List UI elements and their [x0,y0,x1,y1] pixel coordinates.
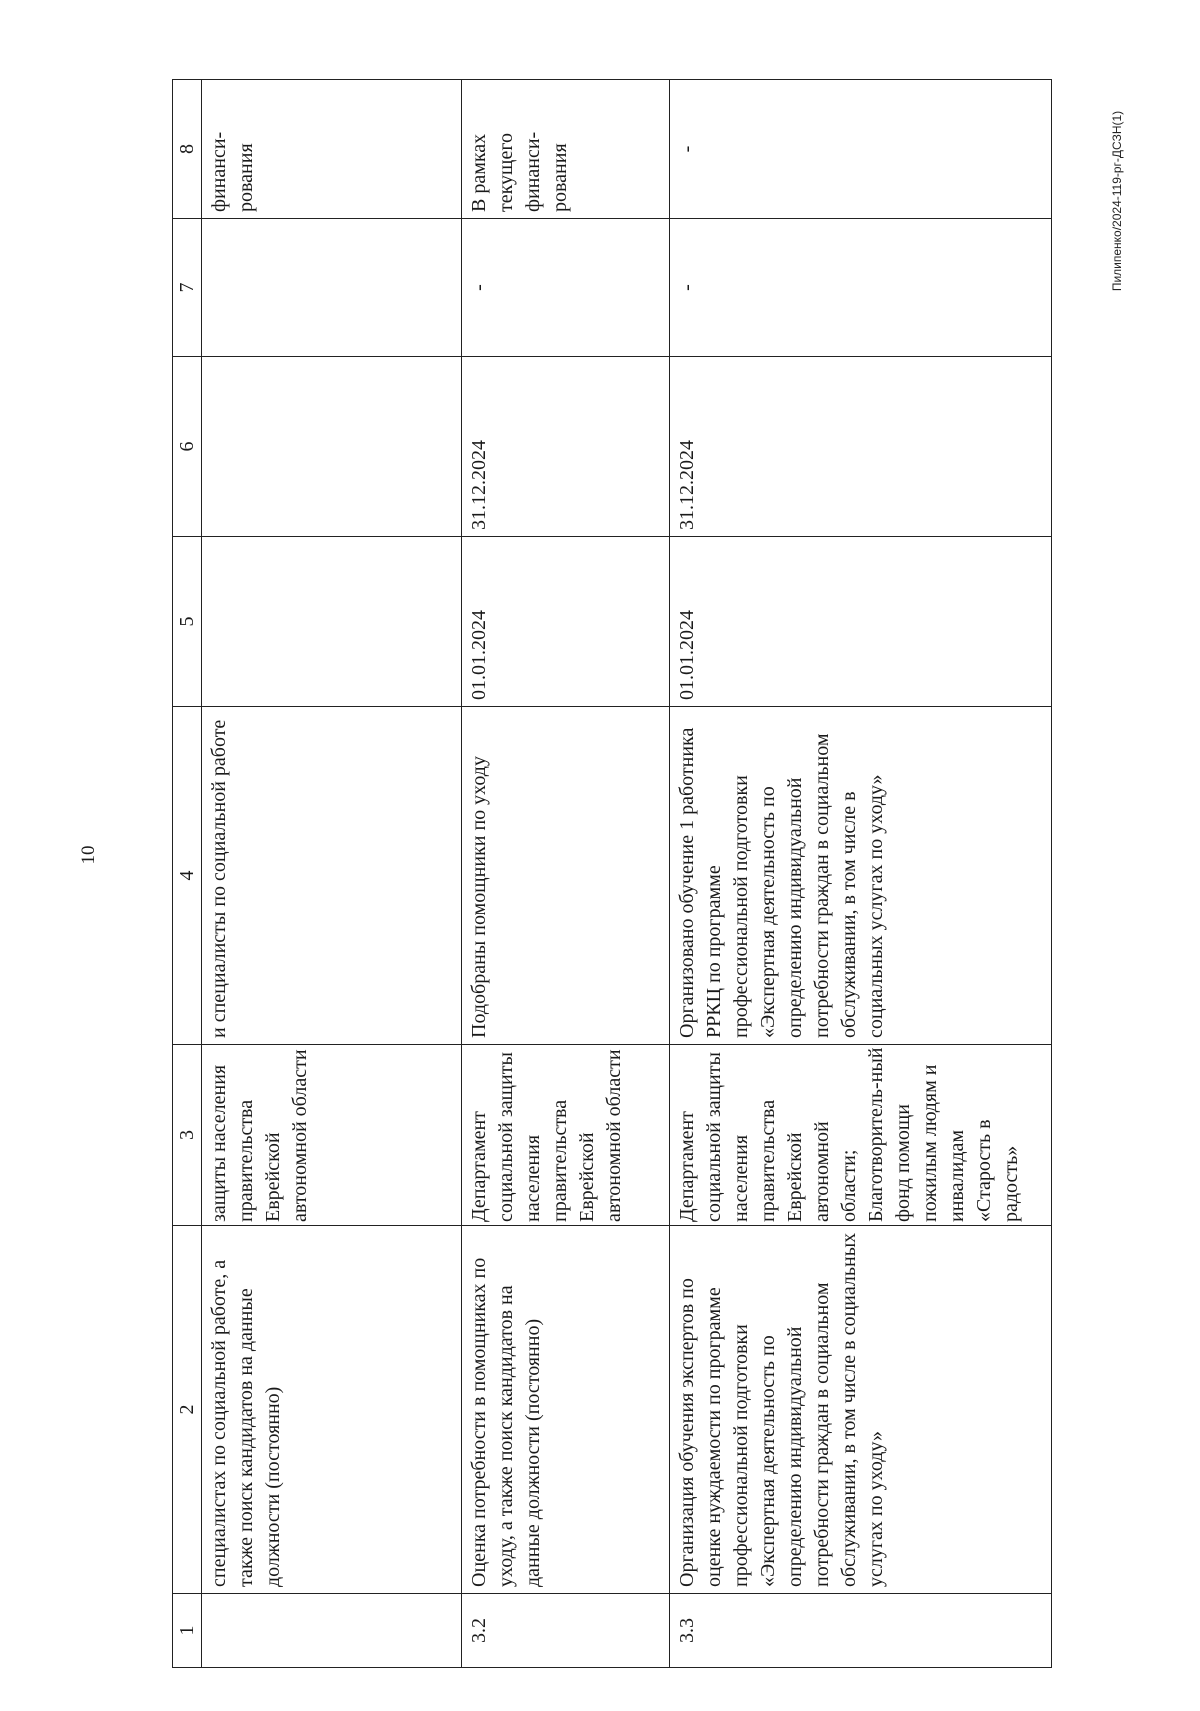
measure-cell: Организация обучения экспертов по оценке нуждаемости по программе профессиональной подготовки «Экспертная деятельность по определению индивидуальной потребности граждан в социальном обслуживании, в том числе в социальных услугах по уходу» [670,1226,1052,1594]
header-col-3: 3 [173,1045,202,1226]
measures-table [172,79,1052,1668]
header-col-2: 2 [173,1226,202,1594]
header-col-5: 5 [173,537,202,707]
header-col-4: 4 [173,707,202,1045]
header-col-1: 1 [173,1594,202,1668]
table-row [670,80,1052,1668]
funding-source-cell: финанси-рования [202,80,462,219]
start-date-cell: 01.01.2024 [462,537,670,707]
measure-cell: Оценка потребности в помощниках по уходу, а также поиск кандидатов на данные должности (постоянно) [462,1226,670,1594]
result-cell: Подобраны помощники по уходу [462,707,670,1045]
rotated-table-container [172,80,1022,1668]
measure-cell: специалистах по социальной работе, а также поиск кандидатов на данные должности (постоянно) [202,1226,462,1594]
document-code: Пилипенко/2024-119-рг-ДСЗН(1) [1110,110,1124,292]
volume-cell [202,219,462,357]
volume-cell: - [670,219,1052,357]
funding-source-cell: В рамках текущего финанси-рования [462,80,670,219]
header-col-6: 6 [173,357,202,537]
header-col-7: 7 [173,219,202,357]
table-row [462,80,670,1668]
executor-cell: защиты населения правительства Еврейской автономной области [202,1045,462,1226]
end-date-cell: 31.12.2024 [462,357,670,537]
executor-cell: Департамент социальной защиты населения правительства Еврейской автономной области; Благотворитель-ный фонд помощи пожилым людям и инвалидам «Старость в радость» [670,1045,1052,1226]
result-cell: и специалисты по социальной работе [202,707,462,1045]
end-date-cell [202,357,462,537]
volume-cell: - [462,219,670,357]
end-date-cell: 31.12.2024 [670,357,1052,537]
table-row [202,80,462,1668]
row-number-cell [202,1594,462,1668]
result-cell: Организовано обучение 1 работника РРКЦ по программе профессиональной подготовки «Экспертная деятельность по определению индивидуальной потребности граждан в социальном обслуживании, в том числе в социальных услугах по уходу» [670,707,1052,1045]
header-col-8: 8 [173,80,202,219]
column-number-row [173,80,202,1668]
start-date-cell [202,537,462,707]
page-number: 10 [78,845,99,865]
executor-cell: Департамент социальной защиты населения правительства Еврейской автономной области [462,1045,670,1226]
row-number-cell: 3.3 [670,1594,1052,1668]
funding-source-cell: - [670,80,1052,219]
start-date-cell: 01.01.2024 [670,537,1052,707]
row-number-cell: 3.2 [462,1594,670,1668]
